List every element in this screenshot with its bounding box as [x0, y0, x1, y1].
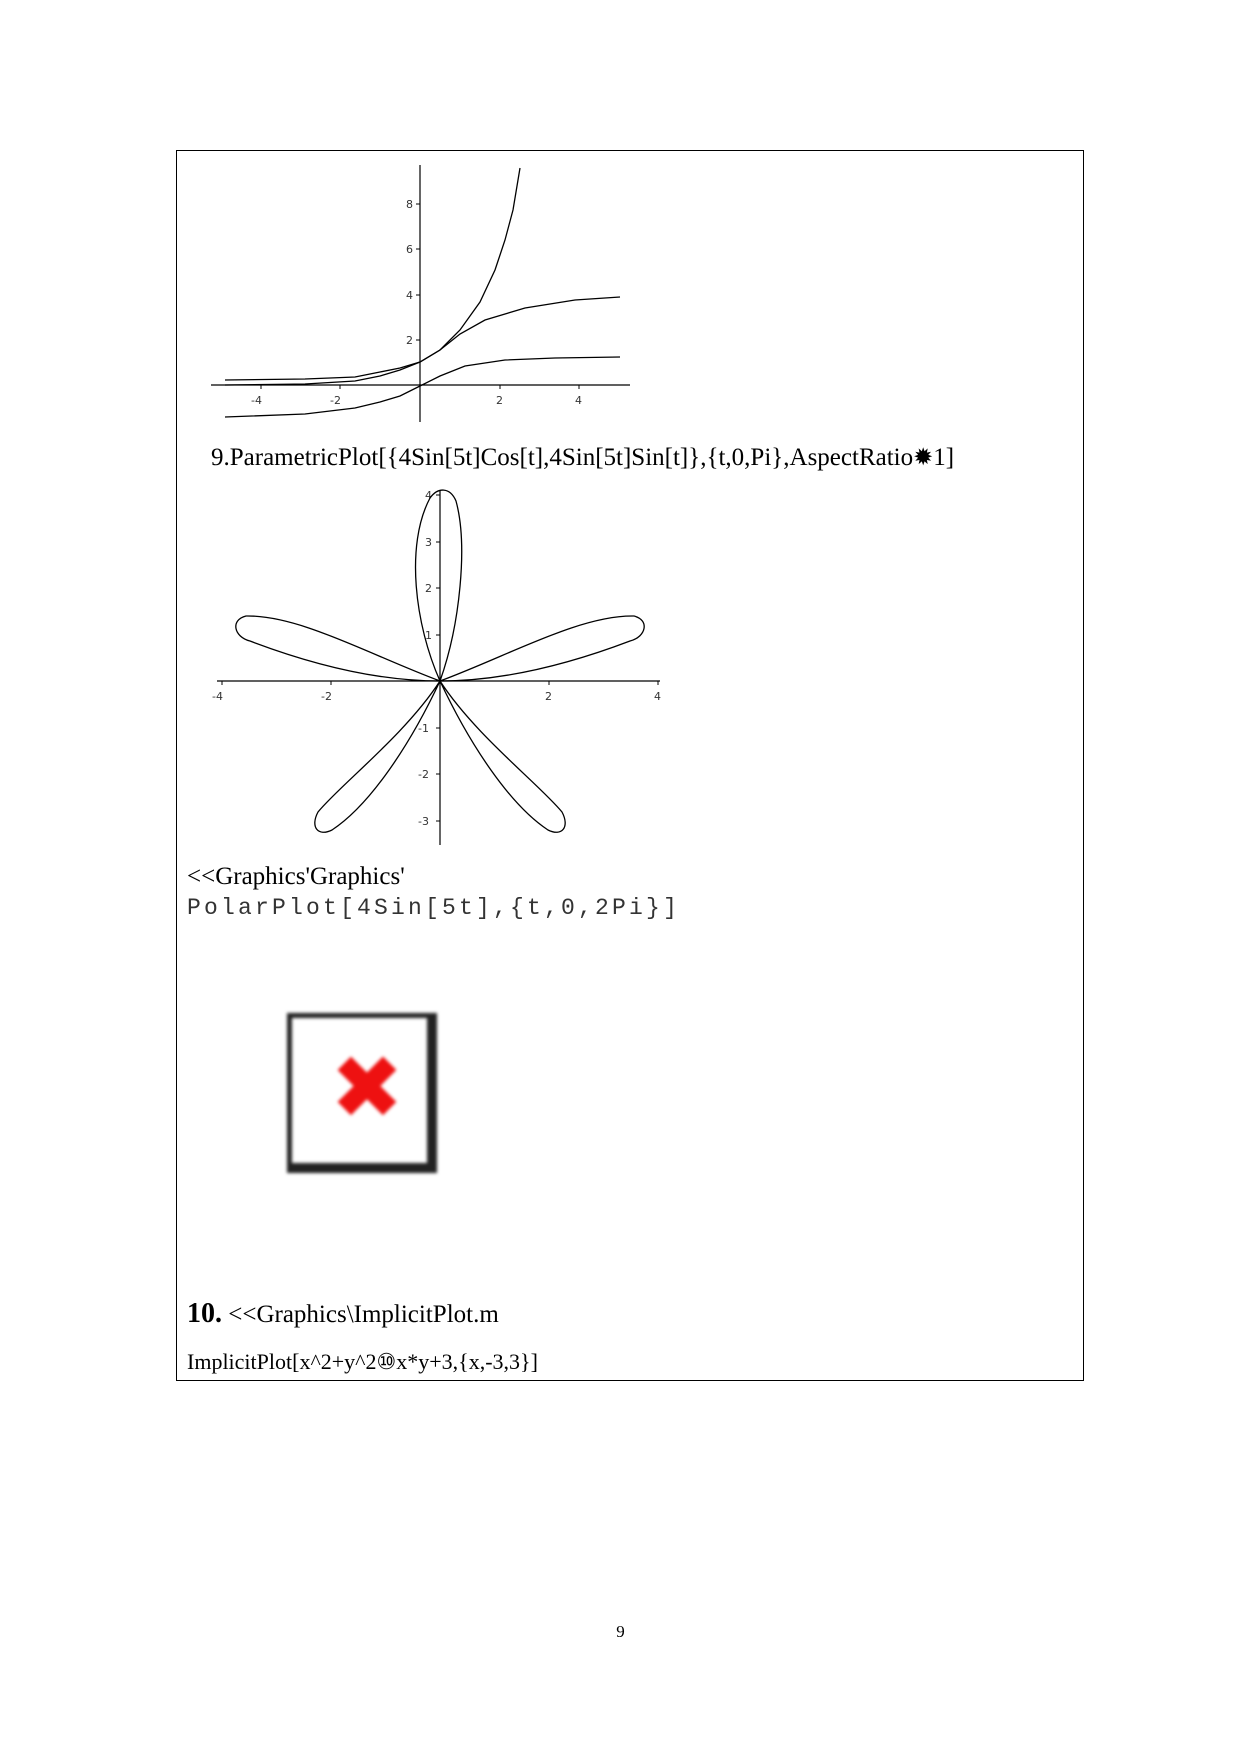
curve-arctan-upper [225, 297, 620, 380]
x-tick-label: -2 [321, 690, 332, 703]
y-tick-label: 4 [406, 289, 413, 302]
graphics-package-load: <<Graphics'Graphics' [187, 863, 405, 890]
item9-text: 9.ParametricPlot[{4Sin[5t]Cos[t],4Sin[5t]Sin[t]},{t,0,Pi},AspectRatio [211, 444, 914, 471]
y-tick-label: -1 [418, 722, 429, 735]
y-tick-label: 2 [425, 582, 432, 595]
page-number: 9 [616, 1622, 625, 1641]
curve-exponential [225, 168, 520, 385]
y-tick-label: -3 [418, 815, 429, 828]
item9-text-end: 1] [933, 444, 955, 471]
x-tick-label: 2 [545, 690, 552, 703]
implicitplot-load: <<Graphics\ImplicitPlot.m [228, 1301, 499, 1328]
item9-command [211, 443, 954, 473]
y-tick-label: 8 [406, 198, 413, 211]
implicitplot-command [187, 1347, 538, 1377]
rose-curve-plot [210, 485, 670, 850]
y-tick-label: 6 [406, 243, 413, 256]
polarplot-command: PolarPlot[4Sin[5t],{t,0,2Pi}] [187, 895, 681, 921]
y-tick-label: -2 [418, 768, 429, 781]
x-tick-label: 2 [496, 394, 503, 407]
item10-number: 10. [187, 1298, 222, 1329]
x-tick-label: 4 [575, 394, 582, 407]
x-tick-label: -4 [212, 690, 223, 703]
x-tick-label: 4 [654, 690, 661, 703]
y-tick-label: 1 [425, 629, 432, 642]
parametric-curves-plot [205, 160, 635, 430]
y-tick-label: 4 [425, 489, 432, 502]
item10-heading [187, 1299, 499, 1330]
broken-image-icon: ✖ [287, 1013, 443, 1179]
curve-arctan-lower [225, 357, 620, 417]
y-tick-label: 3 [425, 536, 432, 549]
x-tick-label: -4 [251, 394, 262, 407]
x-tick-label: -2 [330, 394, 341, 407]
implicitplot-command-end: x*y+3,{x,-3,3}] [396, 1349, 538, 1374]
y-tick-label: 2 [406, 334, 413, 347]
implicitplot-command-text: ImplicitPlot[x^2+y^2 [187, 1349, 377, 1374]
circled-ten-glyph-icon: ⑩ [376, 1349, 397, 1374]
arrow-glyph-icon: ✹ [913, 445, 934, 471]
